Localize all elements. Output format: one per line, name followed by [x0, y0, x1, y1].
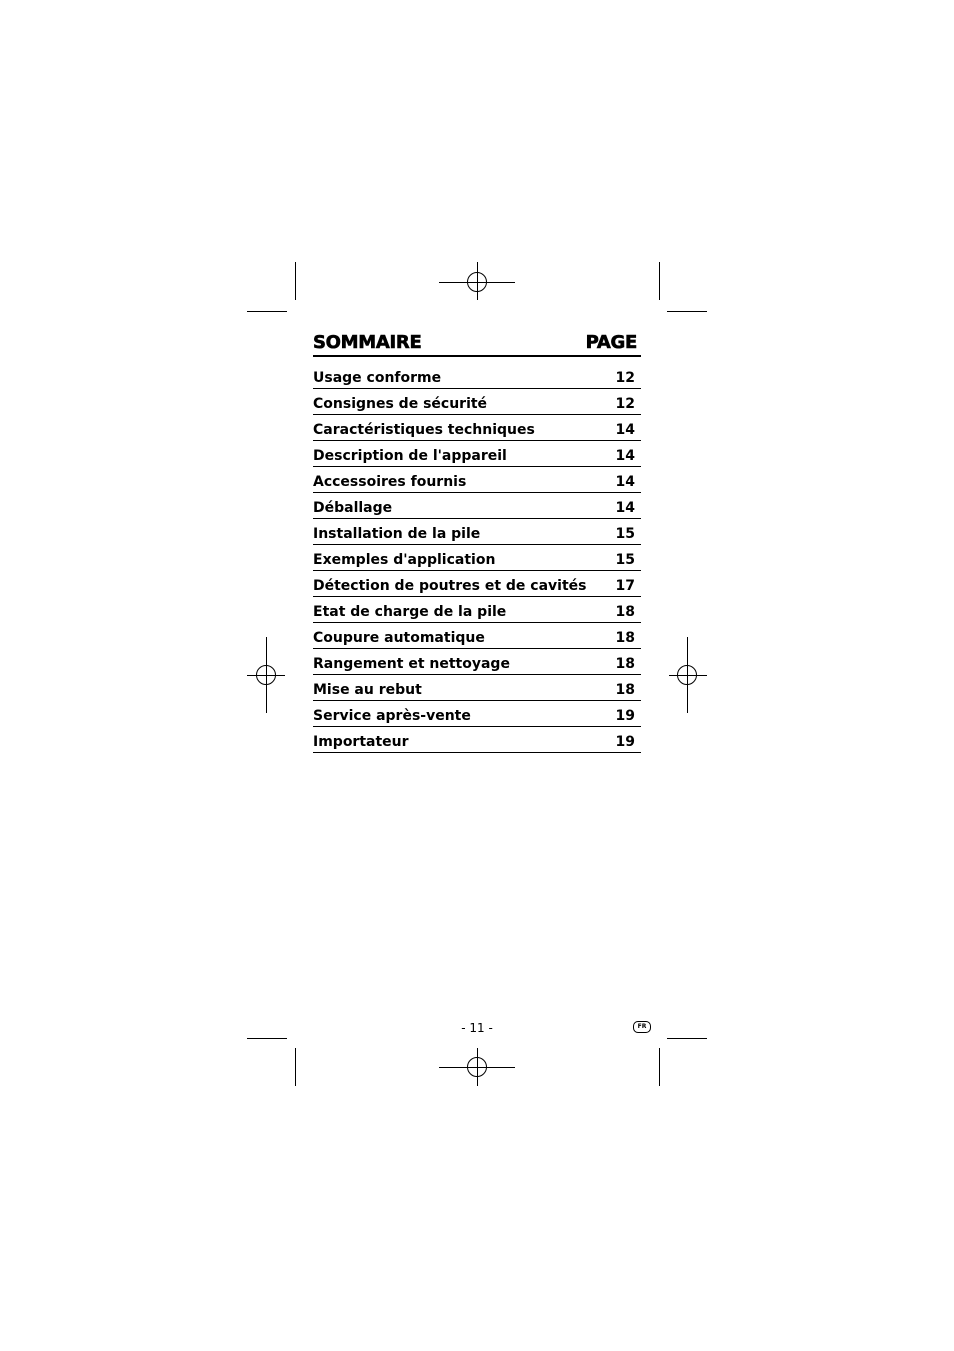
- toc-entry-title: Service après-vente: [313, 708, 471, 724]
- toc-entry-title: Usage conforme: [313, 370, 442, 386]
- toc-entry-title: Importateur: [313, 734, 409, 750]
- toc-entry[interactable]: [313, 577, 641, 597]
- toc-entry-page: 18: [615, 656, 635, 672]
- toc-entry[interactable]: [313, 369, 641, 389]
- toc-entry-title: Installation de la pile: [313, 526, 481, 542]
- crop-mark-bottom-left-vertical: [295, 1048, 296, 1086]
- toc-entry[interactable]: [313, 447, 641, 467]
- toc-entry[interactable]: [313, 551, 641, 571]
- toc-entry-title: Rangement et nettoyage: [313, 656, 510, 672]
- toc-entry[interactable]: [313, 733, 641, 753]
- registration-mark-right-circle: [677, 665, 697, 685]
- toc-entry[interactable]: [313, 681, 641, 701]
- page-number: - 11 -: [461, 1021, 493, 1035]
- toc-entry[interactable]: [313, 395, 641, 415]
- crop-mark-bottom-left-horizontal: [247, 1038, 287, 1039]
- toc-entry-title: Mise au rebut: [313, 682, 422, 698]
- toc-entry[interactable]: [313, 473, 641, 493]
- toc-entry-title: Etat de charge de la pile: [313, 604, 507, 620]
- crop-mark-bottom-right-horizontal: [667, 1038, 707, 1039]
- toc-entry-title: Caractéristiques techniques: [313, 422, 535, 438]
- toc-entry-title: Accessoires fournis: [313, 474, 467, 490]
- toc-entry-page: 15: [615, 526, 635, 542]
- toc-entry-title: Exemples d'application: [313, 552, 496, 568]
- crop-mark-top-right-vertical: [659, 262, 660, 300]
- toc-entry[interactable]: [313, 629, 641, 649]
- toc-header: [313, 333, 641, 357]
- registration-mark-top-circle: [467, 272, 487, 292]
- toc-entry[interactable]: [313, 707, 641, 727]
- table-of-contents: [313, 333, 641, 759]
- toc-entry-page: 15: [615, 552, 635, 568]
- toc-entry-page: 19: [615, 734, 635, 750]
- toc-entry-page: 14: [615, 448, 635, 464]
- toc-entry-page: 12: [615, 370, 635, 386]
- language-badge: FR: [633, 1021, 651, 1033]
- toc-entry-title: Consignes de sécurité: [313, 396, 488, 412]
- toc-entry-page: 18: [615, 682, 635, 698]
- toc-entry-title: Détection de poutres et de cavités: [313, 578, 587, 594]
- toc-entry[interactable]: [313, 421, 641, 441]
- toc-entry-title: Coupure automatique: [313, 630, 485, 646]
- toc-entry-title: Déballage: [313, 500, 393, 516]
- registration-mark-bottom-circle: [467, 1057, 487, 1077]
- toc-entry-page: 14: [615, 422, 635, 438]
- toc-heading-title: SOMMAIRE: [313, 332, 422, 353]
- crop-mark-top-left-vertical: [295, 262, 296, 300]
- toc-heading-page: PAGE: [585, 332, 637, 353]
- toc-entry[interactable]: [313, 603, 641, 623]
- crop-mark-top-left-horizontal: [247, 311, 287, 312]
- toc-entry-page: 18: [615, 604, 635, 620]
- toc-entry-page: 17: [615, 578, 635, 594]
- registration-mark-left-circle: [256, 665, 276, 685]
- toc-entry-page: 14: [615, 474, 635, 490]
- toc-entry[interactable]: [313, 655, 641, 675]
- toc-entry[interactable]: [313, 499, 641, 519]
- toc-entry-page: 18: [615, 630, 635, 646]
- toc-entry-page: 14: [615, 500, 635, 516]
- toc-entries: [313, 369, 641, 753]
- toc-entry-page: 19: [615, 708, 635, 724]
- toc-entry-page: 12: [615, 396, 635, 412]
- toc-entry[interactable]: [313, 525, 641, 545]
- toc-entry-title: Description de l'appareil: [313, 448, 507, 464]
- crop-mark-top-right-horizontal: [667, 311, 707, 312]
- crop-mark-bottom-right-vertical: [659, 1048, 660, 1086]
